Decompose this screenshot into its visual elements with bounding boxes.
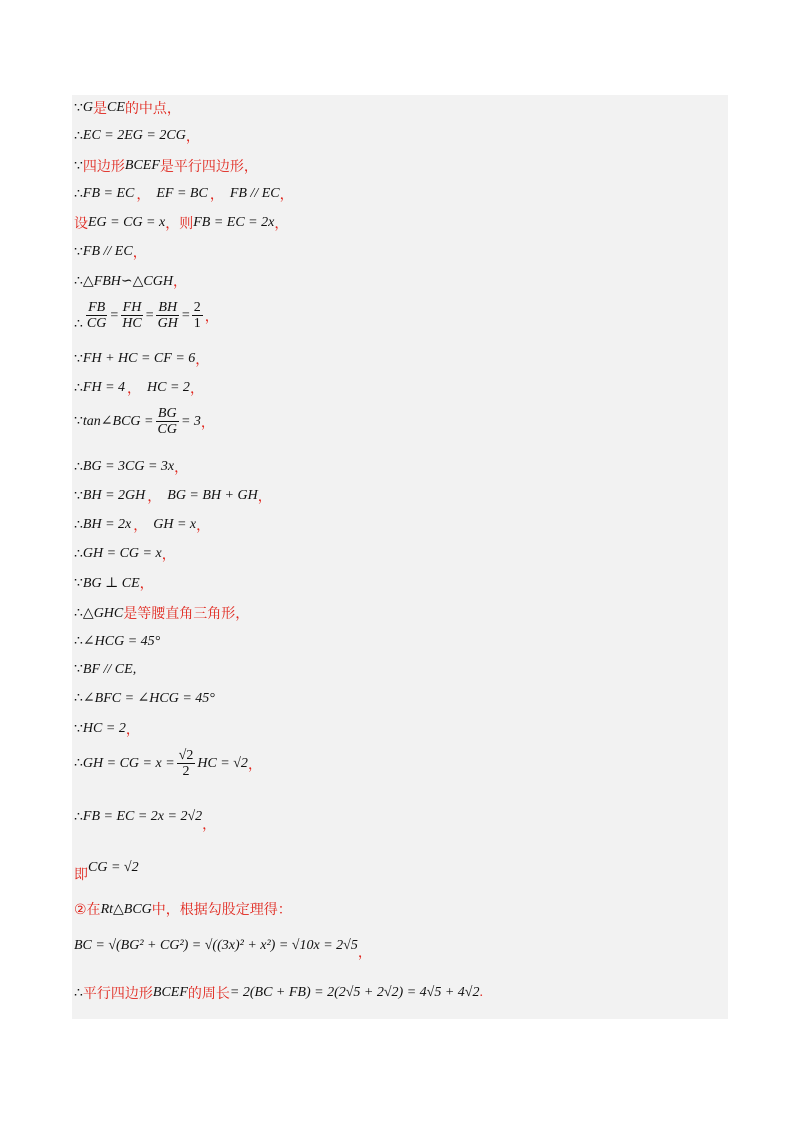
punctuation: ， xyxy=(204,309,219,325)
fraction: $\frac{FB}{CG}$ xyxy=(86,299,107,331)
math-text: FH + HC = CF = 6 xyxy=(82,351,196,366)
math-text: EF = BC xyxy=(156,186,208,201)
punctuation: ， xyxy=(172,275,187,290)
solution-line-6 xyxy=(74,242,147,262)
solution-line-22 xyxy=(74,748,262,780)
chinese-text: 即 xyxy=(74,867,88,883)
chinese-text: 是等腰直角三角形， xyxy=(123,606,250,622)
punctuation: ， xyxy=(279,188,294,203)
therefore-symbol: ∴ xyxy=(74,317,83,332)
solution-line-17 xyxy=(74,603,249,623)
punctuation: . xyxy=(479,985,483,1000)
because-symbol: ∵ xyxy=(74,158,83,174)
therefore-symbol: ∴ xyxy=(74,809,83,825)
chinese-text: 是 xyxy=(93,101,108,117)
because-symbol: ∵ xyxy=(74,100,83,116)
solution-line-7 xyxy=(74,271,187,291)
solution-line-9 xyxy=(74,349,209,369)
punctuation: ， xyxy=(161,548,176,563)
punctuation: ， xyxy=(185,130,200,145)
punctuation: ， xyxy=(189,382,204,397)
math-text: BCEF xyxy=(124,158,160,173)
punctuation: ， xyxy=(202,818,217,833)
math-text: BG = BH + GH xyxy=(167,488,258,503)
punctuation: ， xyxy=(274,217,289,232)
because-symbol: ∵ xyxy=(74,414,83,430)
punctuation: ， xyxy=(125,723,140,738)
solution-line-14: ∴ BH = 2x ， GH = x ， xyxy=(74,517,211,534)
chinese-text: ②在 xyxy=(74,902,101,918)
math-text: EG = CG = x xyxy=(88,215,166,230)
math-text: BG = 3CG = 3x xyxy=(82,459,175,474)
because-symbol: ∵ xyxy=(74,662,83,677)
punctuation: ， xyxy=(257,490,272,505)
solution-line-4: ∴ FB = EC ， EF = BC ， FB // EC ， xyxy=(74,186,294,203)
solution-line-16 xyxy=(74,573,154,593)
solution-line-10: ∴ FH = 4 ， HC = 2 ， xyxy=(74,380,204,397)
chinese-text: 是平行四边形， xyxy=(159,159,258,175)
punctuation: ， xyxy=(132,246,147,261)
math-text: = 2(BC + FB) = 2(2√5 + 2√2) = 4√5 + 4√2 xyxy=(229,985,480,1000)
therefore-symbol: ∴ xyxy=(74,380,83,396)
punctuation: ， xyxy=(195,353,210,368)
punctuation: ， xyxy=(174,461,189,476)
solution-line-13: ∵ BH = 2GH ， BG = BH + GH ， xyxy=(74,488,272,505)
therefore-symbol: ∴ xyxy=(74,985,83,1001)
math-text: BH = 2GH xyxy=(82,488,146,503)
therefore-symbol: ∴ xyxy=(74,459,83,475)
punctuation: ， xyxy=(196,519,211,534)
solution-line-11 xyxy=(74,406,215,438)
math-text: HC = √2 xyxy=(197,755,248,771)
math-text: FB // EC xyxy=(82,244,133,259)
math-text: = 3 xyxy=(180,413,201,429)
solution-line-24 xyxy=(74,852,139,884)
math-text: CG = √2 xyxy=(88,860,139,875)
because-symbol: ∵ xyxy=(74,575,83,591)
solution-line-5 xyxy=(74,213,288,233)
math-text: tan∠BCG = xyxy=(82,414,154,430)
therefore-symbol: ∴ xyxy=(74,186,83,202)
punctuation: ， xyxy=(247,757,262,773)
solution-line-2 xyxy=(74,126,200,146)
math-text: GH = CG = x xyxy=(82,546,162,561)
math-text: BC = √(BG² + CG²) = √((3x)² + x²) = √10x = 2√5 xyxy=(74,938,358,953)
solution-line-18 xyxy=(74,633,160,650)
therefore-symbol: ∴ xyxy=(74,273,83,289)
because-symbol: ∵ xyxy=(74,488,83,504)
math-text: FB // EC xyxy=(229,186,280,201)
solution-line-8: ∴ $\frac{FB}{CG}$ = $\frac{FH}{HC}$ = $\frac{BH}{GH}$ = $\frac{2}{1}$ ， xyxy=(74,299,219,332)
math-text: FH = 4 xyxy=(82,380,126,395)
math-text: GH = CG = x = xyxy=(82,755,175,771)
math-text: ∠HCG = 45° xyxy=(82,634,161,649)
fraction: $\frac{√2}{2}$ xyxy=(178,748,194,780)
therefore-symbol: ∴ xyxy=(74,605,83,621)
math-text: △FBH∽△CGH xyxy=(82,273,173,289)
solution-line-12 xyxy=(74,457,188,477)
therefore-symbol: ∴ xyxy=(74,517,83,533)
math-text: FB = EC = 2x xyxy=(193,215,275,230)
math-text: G xyxy=(82,100,94,115)
math-text: FB = EC = 2x = 2√2 xyxy=(82,809,203,824)
math-text: GH = x xyxy=(153,517,197,532)
solution-line-26 xyxy=(74,930,372,962)
math-text: BF // CE, xyxy=(82,661,137,677)
chinese-text: 四边形 xyxy=(82,159,125,175)
because-symbol: ∵ xyxy=(74,244,83,260)
math-text: HC = 2 xyxy=(82,721,126,736)
math-text: HC = 2 xyxy=(147,380,190,395)
therefore-symbol: ∴ xyxy=(74,546,83,562)
chinese-text: 的周长 xyxy=(187,986,230,1002)
fraction: $\frac{FH}{HC}$ xyxy=(122,299,142,331)
math-text: BCEF xyxy=(152,985,188,1000)
solution-line-23 xyxy=(74,800,216,834)
therefore-symbol: ∴ xyxy=(74,634,83,649)
math-text: BH = 2x xyxy=(82,517,132,532)
math-text: CE xyxy=(107,100,125,115)
because-symbol: ∵ xyxy=(74,351,83,367)
solution-line-15 xyxy=(74,544,176,564)
chinese-text: 设 xyxy=(74,216,88,232)
punctuation: ， xyxy=(357,946,372,961)
math-text: BG ⊥ CE xyxy=(82,575,140,591)
math-text: Rt△BCG xyxy=(100,901,152,917)
solution-line-19 xyxy=(74,661,136,678)
math-text: △GHC xyxy=(82,605,124,621)
math-text: ∠BFC = ∠HCG = 45° xyxy=(82,691,215,706)
therefore-symbol: ∴ xyxy=(74,691,83,706)
fraction: $\frac{BH}{GH}$ xyxy=(157,299,178,331)
math-text: FB = EC xyxy=(82,186,135,201)
therefore-symbol: ∴ xyxy=(74,756,83,772)
punctuation: ， xyxy=(139,577,154,592)
solution-line-21 xyxy=(74,719,140,739)
math-text: EC = 2EG = 2CG xyxy=(82,128,186,143)
chinese-text: 平行四边形 xyxy=(82,986,153,1002)
chinese-text: 的中点， xyxy=(124,101,181,117)
solution-line-1 xyxy=(74,98,181,118)
chinese-text: ，则 xyxy=(165,216,194,232)
solution-line-27 xyxy=(74,983,483,1003)
solution-line-25 xyxy=(74,899,292,919)
solution-line-20 xyxy=(74,690,215,707)
fraction: $\frac{2}{1}$ xyxy=(193,299,201,331)
fraction: $\frac{BG}{CG}$ xyxy=(157,406,177,438)
chinese-text: 中，根据勾股定理得： xyxy=(151,902,292,918)
solution-line-3 xyxy=(74,156,258,176)
punctuation: ， xyxy=(200,415,215,431)
because-symbol: ∵ xyxy=(74,721,83,737)
therefore-symbol: ∴ xyxy=(74,128,83,144)
